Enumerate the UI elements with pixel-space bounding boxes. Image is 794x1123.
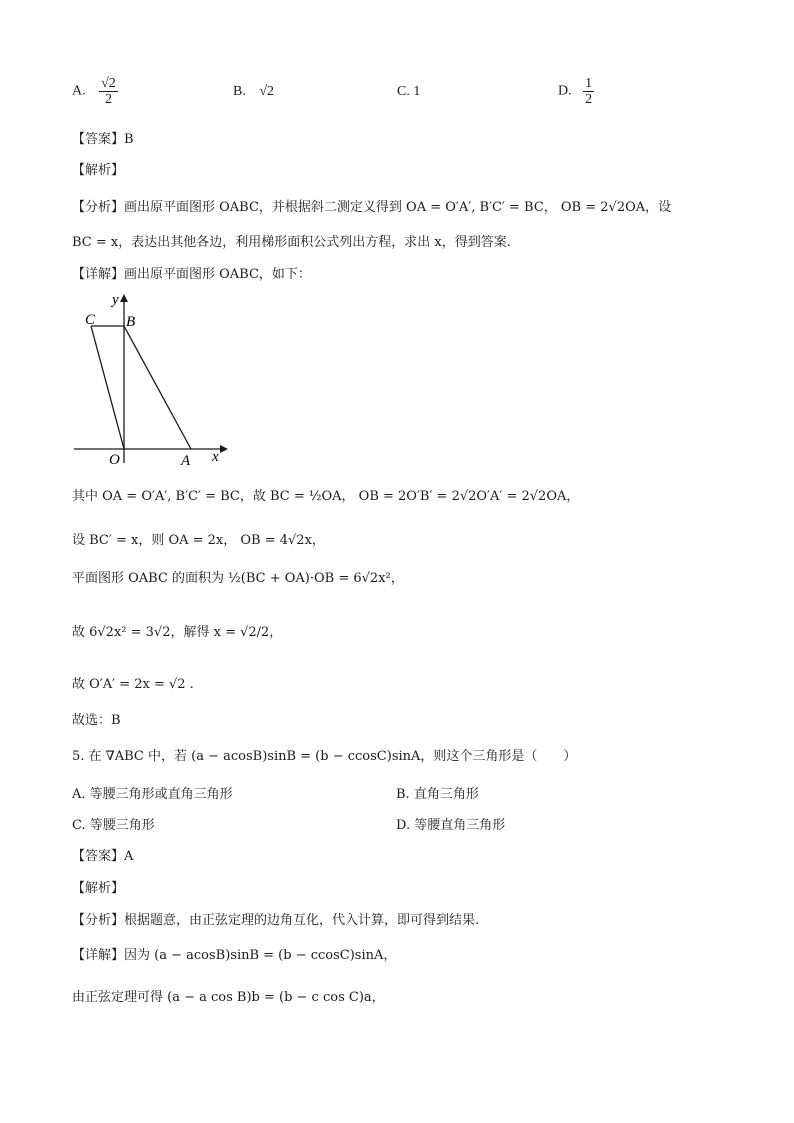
q4-step4: 故 6√2x² = 3√2，解得 x = √2/2，: [72, 625, 283, 640]
q5-option-b: B. 直角三角形: [396, 787, 479, 802]
option-d-denominator: 2: [585, 92, 593, 107]
q4-answer: 【答案】B: [72, 132, 134, 147]
x-axis-arrow: [220, 445, 228, 453]
option-a-denominator: 2: [104, 92, 112, 107]
q4-choose: 故选：B: [72, 713, 121, 728]
q5-option-c: C. 等腰三角形: [72, 818, 155, 833]
label-x: x: [212, 449, 219, 465]
label-o: O: [109, 452, 120, 468]
option-c-label: C. 1: [397, 84, 421, 99]
q5-answer: 【答案】A: [72, 849, 134, 864]
option-d-label: D.: [558, 83, 572, 99]
q4-step3: 平面图形 OABC 的面积为 ½(BC + OA)·OB = 6√2x²，: [72, 571, 404, 586]
segment-co: [91, 326, 124, 449]
q5-analysis: 【分析】根据题意，由正弦定理的边角互化，代入计算，即可得到结果.: [72, 913, 480, 928]
q4-step2: 设 BC′ = x，则 OA = 2x， OB = 4√2x，: [72, 533, 325, 548]
q4-detail-heading: 【详解】画出原平面图形 OABC，如下：: [72, 267, 311, 282]
label-a: A: [181, 453, 191, 468]
q4-analysis-line2: BC = x，表达出其他各边，利用梯形面积公式列出方程，求出 x，得到答案.: [72, 235, 511, 250]
q5-option-d: D. 等腰直角三角形: [396, 818, 506, 833]
q5-option-a: A. 等腰三角形或直角三角形: [72, 787, 233, 802]
option-d: [558, 76, 596, 107]
q5-detail: 【详解】因为 (a − acosB)sinB = (b − ccosC)sinA，: [72, 948, 397, 963]
q4-step5: 故 O′A′ = 2x = √2 .: [72, 677, 194, 692]
option-a-fraction: [99, 76, 118, 107]
option-b-value: √2: [259, 84, 275, 99]
label-c: C: [85, 312, 96, 328]
option-a-label: A.: [72, 83, 86, 99]
option-d-fraction: [583, 76, 594, 107]
y-axis-arrow: [120, 294, 128, 302]
q5-stem: 5. 在 ∇ABC 中，若 (a − acosB)sinB = (b − ccosC)sinA，则这个三角形是（ ）: [72, 749, 577, 764]
option-d-numerator: 1: [585, 76, 593, 91]
option-b: [233, 84, 274, 100]
option-a: [72, 76, 120, 107]
q5-step1: 由正弦定理可得 (a − a cos B)b = (b − c cos C)a，: [72, 990, 385, 1005]
q5-jiexi-heading: 【解析】: [72, 881, 125, 896]
label-b: B: [126, 314, 136, 330]
trapezoid-figure: [68, 288, 238, 468]
option-b-label: B.: [233, 84, 246, 99]
segment-ba: [124, 326, 191, 449]
option-a-numerator: √2: [101, 76, 116, 91]
option-c: [397, 84, 420, 100]
q4-step1: 其中 OA = O′A′, B′C′ = BC，故 BC = ½OA， OB = 2O′B′ = 2√2O′A′ = 2√2OA，: [72, 489, 580, 504]
label-y: y: [112, 292, 119, 308]
q4-analysis-line1: 【分析】画出原平面图形 OABC，并根据斜二测定义得到 OA = O′A′, B′C′ = BC， OB = 2√2OA，设: [72, 200, 672, 215]
q4-jiexi-heading: 【解析】: [72, 163, 125, 178]
